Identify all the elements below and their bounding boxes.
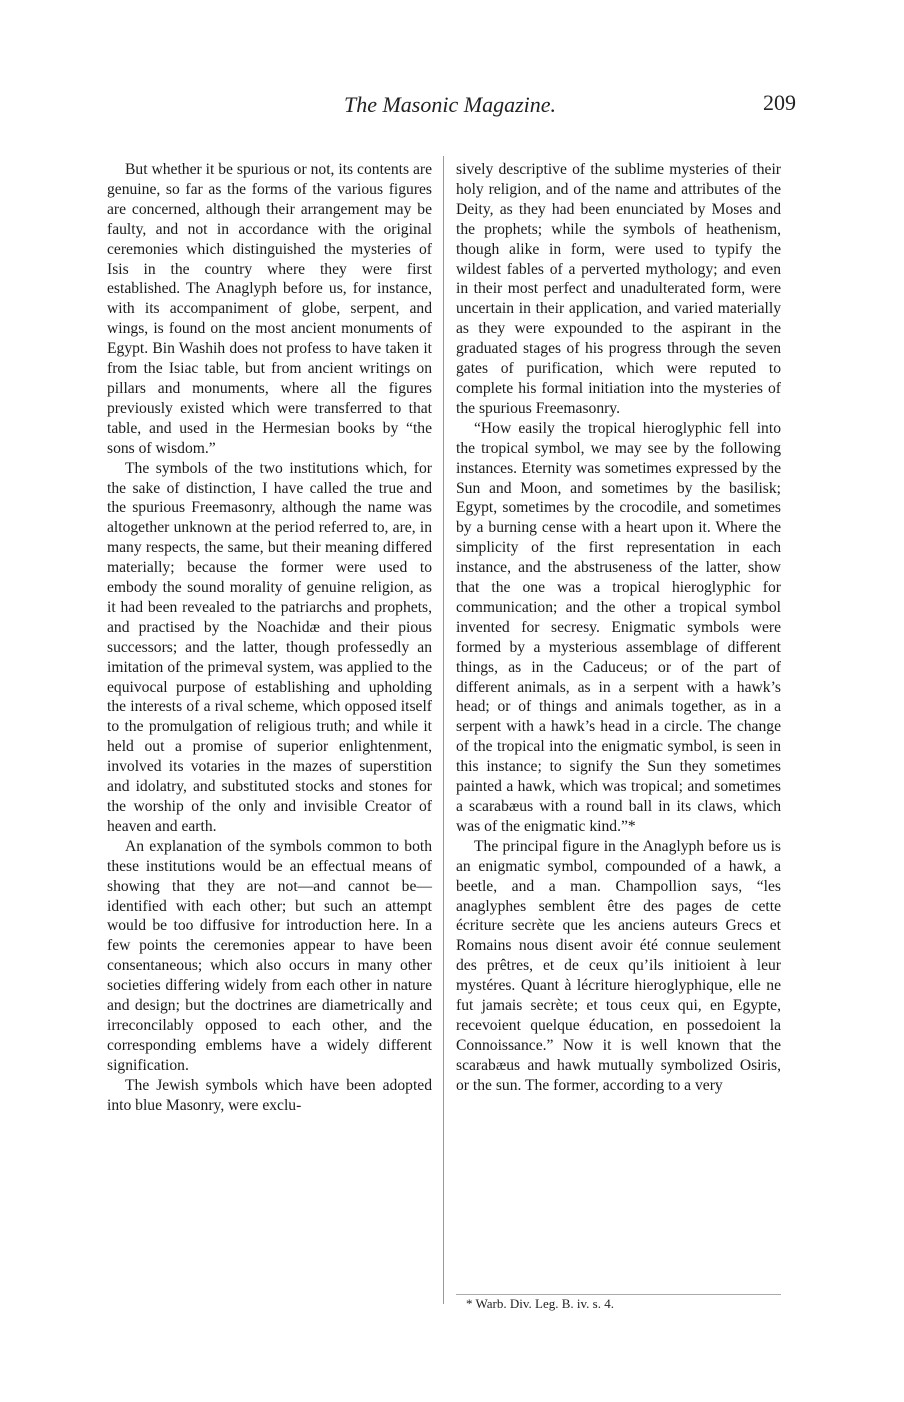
page-number: 209 [763, 90, 796, 115]
column-divider [443, 156, 444, 1304]
paragraph: “How easily the tropical hieroglyphic fell into the tropical symbol, we may see by the following instances. Eternity was sometimes expressed by the Sun and Moon, and sometimes by the basilisk; Egypt, sometimes by the crocodile, and sometimes by a burning cense with a heart upon it. Where the simplicity of the first representation in each instance, and the abstruseness of the latter, show that the one was a tropical hieroglyphic for communication; and the other a tropical symbol invented for secresy. Enigmatic symbols were formed by a mysterious assemblage of different things, as in the Caduceus; or of the part of different animals, as in a serpent with a hawk’s head; or of things and animals together, as in a serpent with a hawk’s head in a circle. The change of the tropical into the enigmatic symbol, is seen in this instance; to signify the Sun they sometimes painted a hawk, which was tropical; and sometimes a scarabæus with a round ball in its claws, which was of the enigmatic kind.”* [456, 419, 781, 835]
paragraph: The symbols of the two institutions which, for the sake of distinction, I have called the true and the spurious Freemasonry, although the name was altogether unknown at the period referred to, are, in many respects, the same, but their meaning differed materially; because the former were used to embody the sound morality of genuine religion, as it had been revealed to the patriarchs and prophets, and practised by the Noachidæ and their pious successors; and the latter, though professedly an imitation of the primeval system, was applied to the equivocal purpose of establishing and upholding the interests of a rival scheme, which opposed itself to the promulgation of religious truth; and while it held out a promise of superior enlightenment, involved its votaries in the mazes of superstition and idolatry, and substituted stocks and stones for the worship of the only and invisible Creator of heaven and earth. [107, 459, 432, 835]
right-column [456, 160, 781, 1096]
paragraph: But whether it be spurious or not, its contents are genuine, so far as the forms of the various figures are concerned, although their arrangement may be faulty, and not in accordance with the original ceremonies which distinguished the mysteries of Isis in the country where they were first established. The Anaglyph before us, for instance, with its accompaniment of globe, serpent, and wings, is found on the most ancient monuments of Egypt. Bin Washih does not profess to have taken it from the Isiac table, but from ancient writings on pillars and monuments, where all the figures previously existed which were transferred to that table, and used in the Hermesian books by “the sons of wisdom.” [107, 161, 432, 457]
paragraph: The Jewish symbols which have been adopted into blue Masonry, were exclu- [107, 1076, 432, 1114]
footnote-rule [456, 1294, 781, 1295]
paragraph: sively descriptive of the sublime mysteries of their holy religion, and of the name and attributes of the Deity, as they had been enunciated by Moses and the prophets; while the symbols of heathenism, though alike in form, were used to typify the wildest fables of a perverted mythology; and even in their most perfect and unadulterated form, were uncertain in their application, and varied materially as they were expounded to the aspirant in the graduated stages of his progress through the seven gates of purification, which were reputed to complete his formal initiation into the mysteries of the spurious Freemasonry. [456, 161, 781, 417]
magazine-title: The Masonic Magazine. [343, 92, 557, 117]
paragraph: The principal figure in the Anaglyph before us is an enigmatic symbol, compounded of a hawk, a beetle, and a man. Champollion says, “les anaglyphes semblent être des pages de cette écriture secrète que les anciens auteurs Grecs et Romains nous disent avoir été connue seulement des prêtres, et de ceux qu’ils initioient à leur mystéres. Quant à lécriture hieroglyphique, elle ne fut jamais secrète; et tous ceux qui, en Egypte, recevoient quelque éducation, en possedoient la Connoissance.” Now it is well known that the scarabæus and hawk mutually symbolized Osiris, or the sun. The former, according to a very [456, 837, 781, 1094]
running-header [0, 90, 904, 130]
paragraph: An explanation of the symbols common to both these institutions would be an effectual means of showing that they are not—and cannot be—identified with each other; but such an attempt would be too diffusive for introduction here. In a few points the ceremonies appear to have been consentaneous; which also occurs in many other societies differing widely from each other in nature and design; but the doctrines are diametrically and irreconcilably opposed to each other, and the corresponding emblems have a widely different signification. [107, 837, 432, 1074]
left-column [107, 160, 432, 1116]
footnote: * Warb. Div. Leg. B. iv. s. 4. [466, 1296, 614, 1311]
